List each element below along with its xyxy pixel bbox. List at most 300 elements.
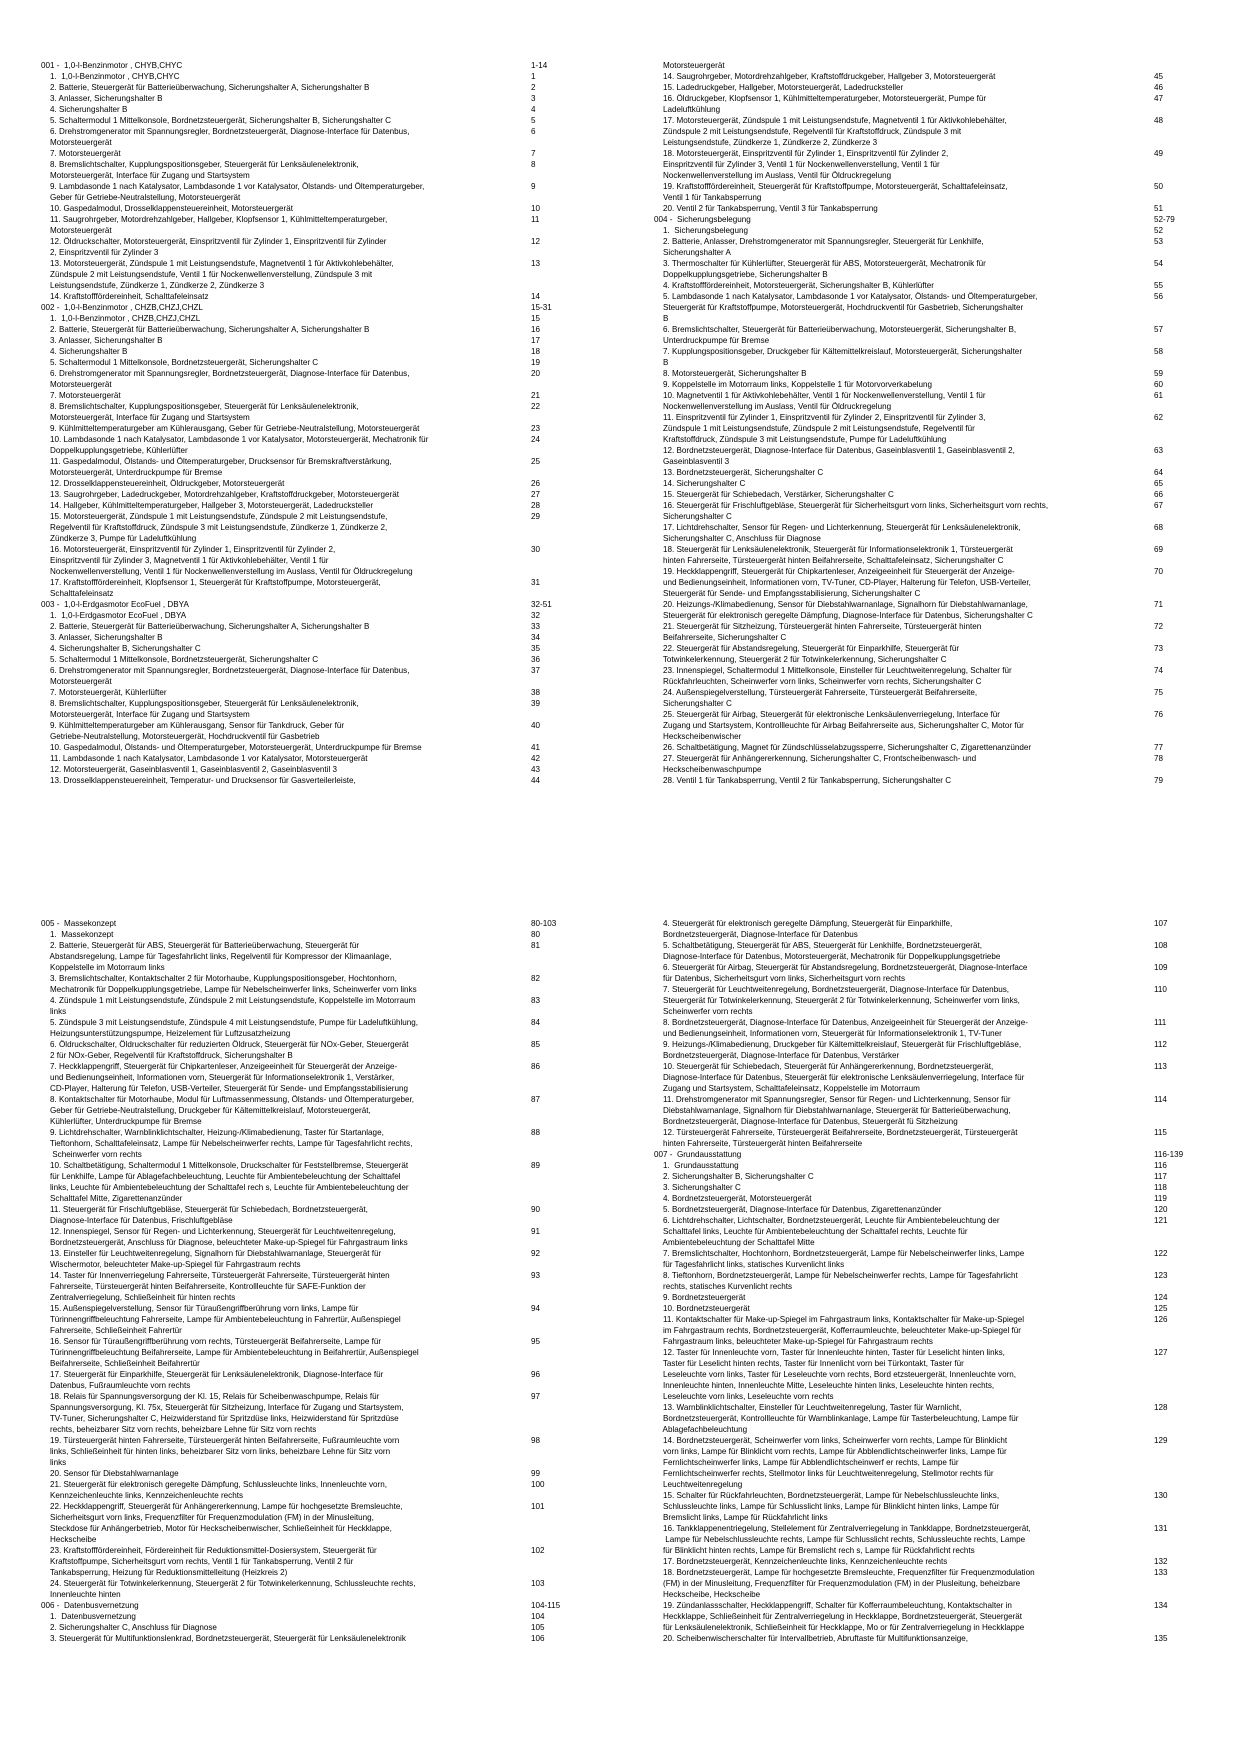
toc-entry-line: 13. Motorsteuergerät, Zündspule 1 mit Leistungsendstufe, Magnetventil 1 für Aktivkohlebehälter, [41, 259, 394, 268]
toc-entry-line: 2. Sicherungshalter C, Anschluss für Diagnose [41, 1623, 217, 1632]
toc-entry-line: Heckscheibe, Heckscheibe [654, 1590, 761, 1599]
toc-entry [654, 599, 1184, 621]
toc-entry-line: Türinnengriffbeleuchtung Beifahrerseite, Lampe für Ambientebeleuchtung in Beifahrertür, Außenspiegel [41, 1348, 419, 1357]
toc-entry [654, 445, 1184, 467]
toc-entry-line: Taster für Leselicht hinten rechts, Taster für Innenlicht vorn bei Türkontakt, Taster für [654, 1359, 964, 1368]
toc-entry [41, 1017, 601, 1039]
toc-page-number: 91 [531, 1227, 541, 1236]
toc-entry [41, 423, 601, 434]
toc-entry-line: 2. Sicherungshalter B, Sicherungshalter C [654, 1172, 814, 1181]
toc-entry-text [41, 302, 531, 313]
toc-entry-line: Sicherungshalter A [654, 248, 731, 257]
toc-entry-line: 4. Bordnetzsteuergerät, Motorsteuergerät [654, 1194, 812, 1203]
toc-entry-line: Bordnetzsteuergerät, Diagnose-Interface für Datenbus [654, 930, 858, 939]
toc-entry-line: Bordnetzsteuergerät, Diagnose-Interface für Datenbus, Steuergerät fü Sitzheizung [654, 1117, 958, 1126]
toc-entry [654, 1314, 1184, 1347]
toc-entry-line: 11. Saugrohrgeber, Motordrehzahlgeber, Hallgeber, Klopfsensor 1, Kühlmitteltemperaturgeber, [41, 215, 388, 224]
toc-entry-line: Totwinkelerkennung, Steuergerät 2 für Totwinkelerkennung, Sicherungshalter C [654, 655, 947, 664]
toc-page-number: 120 [1154, 1205, 1168, 1214]
toc-page-number: 59 [1154, 369, 1164, 378]
toc-page-number: 109 [1154, 963, 1168, 972]
toc-entry-line: 1. Sicherungsbelegung [654, 226, 749, 235]
toc-entry-text [41, 1545, 531, 1578]
toc-entry-text [654, 368, 1154, 379]
toc-entry-text [41, 1061, 531, 1094]
toc-page-number: 42 [531, 754, 541, 763]
toc-entry-line: 2. Batterie, Steuergerät für Batterieüberwachung, Sicherungshalter A, Sicherungshalter B [41, 325, 370, 334]
toc-entry-line: Zündspule 2 mit Leistungsendstufe, Regelventil für Kraftstoffdruck, Zündspule 3 mit [654, 127, 962, 136]
toc-entry-text [654, 1193, 1154, 1204]
toc-page-number: 46 [1154, 83, 1164, 92]
toc-entry-text [654, 1094, 1154, 1127]
toc-entry-line: Ambientebeleuchtung der Schalttafel Mitte [654, 1238, 815, 1247]
toc-entry-line: Zündspule 2 mit Leistungsendstufe, Ventil 1 für Nockenwellenverstellung, Zündspule 3 mit [41, 270, 373, 279]
toc-entry-line: 12. Taster für Innenleuchte vorn, Taster für Innenleuchte hinten, Taster für Leselicht hinten links, [654, 1348, 1005, 1357]
toc-entry-line: Motorsteuergerät, Interface für Zugang und Startsystem [41, 413, 250, 422]
toc-entry-text [41, 258, 531, 291]
toc-entry-text [41, 1226, 531, 1248]
toc-entry-text [654, 1204, 1154, 1215]
toc-entry-line: 3. Anlasser, Sicherungshalter B [41, 633, 163, 642]
toc-page-number: 78 [1154, 754, 1164, 763]
toc-entry-text [41, 1391, 531, 1435]
toc-entry-line: 3. Sicherungshalter C [654, 1183, 741, 1192]
toc-entry-text [41, 643, 531, 654]
toc-entry-text [654, 225, 1154, 236]
toc-entry-text [41, 1039, 531, 1061]
toc-entry [41, 1039, 601, 1061]
toc-entry-line: 18. Relais für Spannungsversorgung der Kl. 15, Relais für Scheibenwaschpumpe, Relais für [41, 1392, 380, 1401]
toc-entry [41, 577, 601, 599]
toc-entry-line: Leistungsendstufe, Zündkerze 1, Zündkerze 2, Zündkerze 3 [41, 281, 265, 290]
toc-page-number: 2 [531, 83, 536, 92]
toc-entry-line: Nockenwellenverstellung im Auslass, Ventil für Öldruckregelung [654, 171, 892, 180]
toc-entry-line: Lampe für Nebelschlussleuchte rechts, Lampe für Schlusslicht rechts, Schlussleuchte rechts, Lampe [654, 1535, 1026, 1544]
toc-entry [654, 1402, 1184, 1435]
toc-entry-text [41, 313, 531, 324]
toc-entry-line: 15. Schalter für Rückfahrleuchten, Bordnetzsteuergerät, Lampe für Nebelschlussleuchte links, [654, 1491, 1000, 1500]
toc-entry [654, 1600, 1184, 1633]
toc-page-number: 123 [1154, 1271, 1168, 1280]
toc-entry-text [654, 115, 1154, 148]
toc-entry-text [41, 423, 531, 434]
toc-entry-text [654, 390, 1154, 412]
toc-entry-line: Scheinwerfer vorn rechts [654, 1007, 753, 1016]
toc-entry-line: 3. Anlasser, Sicherungshalter B [41, 94, 163, 103]
toc-entry-line: Koppelstelle im Motorraum links [41, 963, 165, 972]
toc-entry-text [41, 1094, 531, 1127]
toc-page-number: 70 [1154, 567, 1164, 576]
toc-entry-line: 11. Drehstromgenerator mit Spannungsregler, Sensor für Regen- und Lichterkennung, Sensor für [654, 1095, 1011, 1104]
toc-entry-text [654, 1039, 1154, 1061]
toc-entry-line: Motorsteuergerät, Unterdruckpumpe für Bremse [41, 468, 223, 477]
toc-entry-line: Geber für Getriebe-Neutralstellung, Druckgeber für Kältemittelkreislauf, Motorsteuergerät, [41, 1106, 371, 1115]
toc-page-number: 18 [531, 347, 541, 356]
toc-entry [41, 1248, 601, 1270]
toc-page-number: 73 [1154, 644, 1164, 653]
toc-entry [654, 1017, 1184, 1039]
toc-entry-line: 9. Lichtdrehschalter, Warnblinklichtschalter, Heizung-/Klimabedienung, Taster für Startanlage, [41, 1128, 384, 1137]
toc-entry [41, 544, 601, 577]
toc-entry-text [41, 335, 531, 346]
toc-page-number: 43 [531, 765, 541, 774]
toc-entry [654, 225, 1184, 236]
toc-entry-text [654, 962, 1154, 984]
toc-entry-line: rechts, statisches Kurvenlicht rechts [654, 1282, 793, 1291]
toc-entry-text [41, 71, 531, 82]
toc-entry-text [654, 775, 1154, 786]
toc-section-heading [41, 1600, 601, 1611]
toc-entry-line: Fernlichtscheinwerfer links, Lampe für Abblendlichtscheinwerf er rechts, Lampe für [654, 1458, 959, 1467]
toc-page-number: 114 [1154, 1095, 1167, 1104]
toc-entry [41, 775, 601, 786]
toc-entry-text [654, 1490, 1154, 1523]
toc-entry-line: 3. Anlasser, Sicherungshalter B [41, 336, 163, 345]
toc-entry-text [41, 82, 531, 93]
toc-entry [654, 181, 1184, 203]
toc-entry-text [41, 1622, 531, 1633]
toc-entry-line: 28. Ventil 1 für Tankabsperrung, Ventil 2 für Tankabsperrung, Sicherungshalter C [654, 776, 952, 785]
toc-entry-text [41, 456, 531, 478]
toc-entry-line: Leseleuchte vorn links, Leseleuchte vorn rechts [654, 1392, 834, 1401]
toc-page-number: 31 [531, 578, 541, 587]
toc-entry-text [654, 379, 1154, 390]
toc-entry [41, 764, 601, 775]
toc-page-number: 98 [531, 1436, 541, 1445]
toc-entry-text [654, 1215, 1154, 1248]
toc-entry [654, 115, 1184, 148]
toc-entry-line: Ventil 1 für Tankabsperrung [654, 193, 762, 202]
toc-entry-text [41, 1204, 531, 1226]
toc-page-number: 12 [531, 237, 541, 246]
toc-entry-text [654, 1600, 1154, 1633]
toc-page-number: 11 [531, 215, 540, 224]
toc-column-top-right [654, 60, 1184, 786]
toc-page-number: 16 [531, 325, 541, 334]
toc-entry [654, 148, 1184, 181]
toc-entry-line: 15. Ladedruckgeber, Hallgeber, Motorsteuergerät, Ladedrucksteller [654, 83, 904, 92]
toc-entry-text [41, 236, 531, 258]
toc-entry-text [654, 1556, 1154, 1567]
toc-entry-text [654, 82, 1154, 93]
toc-entry-line: 10. Magnetventil 1 für Aktivkohlebehälter, Ventil 1 für Nockenwellenverstellung, Ventil 1 für [654, 391, 986, 400]
toc-entry-line: 12. Motorsteuergerät, Gaseinblasventil 1, Gaseinblasventil 2, Gaseinblasventil 3 [41, 765, 338, 774]
toc-page-number: 33 [531, 622, 541, 631]
toc-entry [654, 643, 1184, 665]
toc-page-number: 101 [531, 1502, 545, 1511]
toc-entry [654, 1039, 1184, 1061]
toc-entry [654, 1248, 1184, 1270]
toc-entry [654, 1193, 1184, 1204]
toc-page-number: 96 [531, 1370, 541, 1379]
toc-entry-line: Kraftstoffpumpe, Sicherheitsgurt vorn rechts, Ventil 1 für Tankabsperrung, Ventil 2 für [41, 1557, 354, 1566]
toc-entry-line: links [41, 1458, 67, 1467]
toc-entry-line: 5. Schaltermodul 1 Mittelkonsole, Bordnetzsteuergerät, Sicherungshalter C [41, 655, 319, 664]
toc-entry [41, 324, 601, 335]
toc-entry-text [41, 632, 531, 643]
toc-page-number: 79 [1154, 776, 1164, 785]
toc-entry-line: Zündspule 1 mit Leistungsendstufe, Zündspule 2 mit Leistungsendstufe, Regelventil für [654, 424, 975, 433]
toc-page-number: 125 [1154, 1304, 1168, 1313]
toc-entry-line: Datenbus, Fußraumleuchte vorn rechts [41, 1381, 191, 1390]
toc-page-number: 104 [531, 1612, 545, 1621]
toc-entry [654, 1127, 1184, 1149]
toc-page-number: 118 [1154, 1183, 1167, 1192]
toc-entry [41, 1468, 601, 1479]
toc-entry [41, 214, 601, 236]
toc-entry-line: Ablagefachbeleuchtung [654, 1425, 748, 1434]
toc-entry [654, 379, 1184, 390]
toc-page-number: 67 [1154, 501, 1164, 510]
toc-entry-line: Motorsteuergerät [654, 61, 725, 70]
toc-entry-line: Leuchtweitenregelung [654, 1480, 743, 1489]
toc-entry-text [654, 1061, 1154, 1094]
toc-entry [654, 1633, 1184, 1644]
toc-entry-line: und Bedienungseinheit, Informationen vorn, Steuergerät für Informationselektronik 1, Verstärker, [41, 1073, 395, 1082]
toc-page-number: 84 [531, 1018, 541, 1027]
toc-page-number: 130 [1154, 1491, 1168, 1500]
toc-entry [654, 1347, 1184, 1402]
toc-page-number: 116 [1154, 1161, 1167, 1170]
toc-entry-line: 2 für NOx-Geber, Regelventil für Kraftstoffdruck, Sicherungshalter B [41, 1051, 293, 1060]
toc-entry-line: 24. Außenspiegelverstellung, Türsteuergerät Fahrerseite, Türsteuergerät Beifahrerseite, [654, 688, 978, 697]
toc-entry-text [41, 753, 531, 764]
toc-entry-text [654, 1633, 1154, 1644]
toc-entry-line: 7. Bremslichtschalter, Hochtonhorn, Bordnetzsteuergerät, Lampe für Nebelscheinwerfer links, Lampe [654, 1249, 1025, 1258]
toc-entry [41, 1369, 601, 1391]
toc-entry-line: hinten Fahrerseite, Türsteuergerät hinten Beifahrerseite [654, 1139, 863, 1148]
toc-entry [654, 753, 1184, 775]
toc-entry-text [41, 60, 531, 71]
toc-entry-line: 10. Gaspedalmodul, Ölstands- und Öltemperaturgeber, Motorsteuergerät, Unterdruckpumpe für Bremse [41, 743, 422, 752]
toc-entry-text [654, 1160, 1154, 1171]
toc-entry [41, 643, 601, 654]
toc-page-number: 134 [1154, 1601, 1168, 1610]
toc-entry-line: Motorsteuergerät [41, 138, 112, 147]
toc-entry-line: 10. Steuergerät für Schiebedach, Steuergerät für Anhängererkennung, Bordnetzsteuergerät, [654, 1062, 994, 1071]
toc-entry-line: 7. Motorsteuergerät, Kühlerlüfter [41, 688, 167, 697]
toc-entry-text [41, 489, 531, 500]
toc-entry-text [41, 434, 531, 456]
toc-entry-text [41, 390, 531, 401]
toc-entry [41, 632, 601, 643]
toc-entry-line: Steckdose für Anhängerbetrieb, Motor für Heckscheibenwischer, Schließeinheit für Heckklappe, [41, 1524, 392, 1533]
toc-entry-line: 12. Innenspiegel, Sensor für Regen- und Lichterkennung, Steuergerät für Leuchtweitenregelung, [41, 1227, 396, 1236]
toc-entry-line: Wischermotor, beleuchteter Make-up-Spiegel für Fahrgastraum rechts [41, 1260, 301, 1269]
toc-entry-text [41, 1303, 531, 1336]
toc-entry-line: 16. Sensor für Türaußengriffberührung vorn rechts, Türsteuergerät Beifahrerseite, Lampe für [41, 1337, 382, 1346]
toc-page-number: 62 [1154, 413, 1164, 422]
toc-page-number: 53 [1154, 237, 1164, 246]
toc-page-number: 49 [1154, 149, 1164, 158]
toc-entry-line: Diagnose-Interface für Datenbus, Frischluftgebläse [41, 1216, 233, 1225]
toc-page-number: 52-79 [1154, 215, 1175, 224]
toc-entry-text [654, 643, 1154, 665]
toc-entry-line: 1. Datenbusvernetzung [41, 1612, 136, 1621]
toc-entry [654, 368, 1184, 379]
toc-entry-line: Fahrgastraum links, beleuchteter Make-up-Spiegel für Fahrgastraum rechts [654, 1337, 933, 1346]
toc-entry-line: 8. Bremslichtschalter, Kupplungspositionsgeber, Steuergerät für Lenksäulenelektronik, [41, 699, 359, 708]
toc-entry-line: Schalttafel Mitte, Zigarettenanzünder [41, 1194, 183, 1203]
toc-entry-line: hinten Fahrerseite, Türsteuergerät hinten Beifahrerseite, Schalttafeleinsatz, Sicherungshalter C [654, 556, 1004, 565]
toc-entry-line: Zentralverriegelung, Schließeinheit für hinten rechts [41, 1293, 236, 1302]
toc-page-number: 32 [531, 611, 541, 620]
toc-page-number: 50 [1154, 182, 1164, 191]
toc-entry-line: Beifahrerseite, Schließeinheit Beifahrertür [41, 1359, 200, 1368]
toc-entry-line: Steuergerät für Kraftstoffpumpe, Motorsteuergerät, Hochdruckventil für Gasbetrieb, Sicherungshalter [654, 303, 1024, 312]
toc-entry-line: 7. Kupplungspositionsgeber, Druckgeber für Kältemittelkreislauf, Motorsteuergerät, Sicherungshalter [654, 347, 1023, 356]
toc-entry-line: Sicherungshalter C, Anschluss für Diagnose [654, 534, 821, 543]
toc-entry-line: 001 - 1,0-l-Benzinmotor , CHYB,CHYC [41, 61, 183, 70]
toc-entry-line: 14. Taster für Innenverriegelung Fahrerseite, Türsteuergerät Fahrerseite, Türsteuergerät hinten [41, 1271, 390, 1280]
toc-entry [41, 1204, 601, 1226]
toc-entry-text [41, 577, 531, 599]
toc-entry [654, 1061, 1184, 1094]
toc-entry-text [41, 698, 531, 720]
toc-entry-line: Gaseinblasventil 3 [654, 457, 730, 466]
toc-entry [41, 159, 601, 181]
toc-entry-line: Schlussleuchte links, Lampe für Schlusslicht links, Lampe für Blinklicht hinten links, Lampe für [654, 1502, 1000, 1511]
toc-column-bottom-left [41, 918, 601, 1644]
toc-entry [654, 500, 1184, 522]
toc-entry-line: 5. Lambdasonde 1 nach Katalysator, Lambdasonde 1 vor Katalysator, Ölstands- und Öltemperaturgeber, [654, 292, 1038, 301]
toc-page-number: 55 [1154, 281, 1164, 290]
toc-entry-line: 6. Drehstromgenerator mit Spannungsregler, Bordnetzsteuergerät, Diagnose-Interface für Datenbus, [41, 666, 410, 675]
toc-entry [654, 82, 1184, 93]
toc-entry-line: und Bedienungseinheit, Informationen vorn, Steuergerät für Informationselektronik 1, TV-Tuner [654, 1029, 1002, 1038]
toc-entry-line: vorn links, Lampe für Blinklicht vorn rechts, Lampe für Abblendlichtscheinwerfer links, Lampe für [654, 1447, 1007, 1456]
toc-entry-line: Fernlichtscheinwerfer rechts, Stellmotor links für Leuchtweitenregelung, Stellmotor rechts für [654, 1469, 994, 1478]
toc-entry-line: Schalttafeleinsatz [41, 589, 114, 598]
toc-entry [654, 1523, 1184, 1556]
toc-entry [41, 1391, 601, 1435]
toc-section-heading [41, 599, 601, 610]
toc-page-number: 72 [1154, 622, 1164, 631]
toc-entry-line: 15. Außenspiegelverstellung, Sensor für Türaußengriffberührung vorn links, Lampe für [41, 1304, 359, 1313]
toc-page-number: 112 [1154, 1040, 1167, 1049]
toc-page-number: 110 [1154, 985, 1167, 994]
toc-entry-text [41, 610, 531, 621]
toc-entry-line: 9. Bordnetzsteuergerät [654, 1293, 746, 1302]
toc-entry-line: 22. Steuergerät für Abstandsregelung, Steuergerät für Einparkhilfe, Steuergerät für [654, 644, 960, 653]
toc-entry-line: Sicherungshalter C [654, 699, 732, 708]
toc-entry [41, 104, 601, 115]
toc-entry [654, 1204, 1184, 1215]
toc-entry-line: 17. Motorsteuergerät, Zündspule 1 mit Leistungsendstufe, Magnetventil 1 für Aktivkohlebehälter, [654, 116, 1007, 125]
toc-entry-line: 23. Kraftstofffördereinheit, Fördereinheit für Reduktionsmittel-Dosiersystem, Steuergerät für [41, 1546, 377, 1555]
toc-entry-line: Tankabsperrung, Heizung für Reduktionsmittelleitung (Heizkreis 2) [41, 1568, 288, 1577]
toc-entry [41, 181, 601, 203]
toc-page-number: 20 [531, 369, 541, 378]
toc-page-number: 58 [1154, 347, 1164, 356]
toc-entry-line: 8. Bordnetzsteuergerät, Diagnose-Interface für Datenbus, Anzeigeeinheit für Steuergerät der Anzeige- [654, 1018, 1028, 1027]
toc-entry-line: 5. Bordnetzsteuergerät, Diagnose-Interface für Datenbus, Zigarettenanzünder [654, 1205, 942, 1214]
toc-entry-text [654, 280, 1154, 291]
toc-entry [41, 335, 601, 346]
toc-entry [654, 621, 1184, 643]
toc-entry-line: 1. 1,0-l-Erdgasmotor EcoFuel , DBYA [41, 611, 187, 620]
toc-entry-line: Nockenwellenverstellung im Auslass, Ventil für Öldruckregelung [654, 402, 892, 411]
toc-entry-text [654, 148, 1154, 181]
toc-entry-line: B [654, 314, 669, 323]
toc-entry-text [654, 621, 1154, 643]
toc-entry [654, 258, 1184, 280]
toc-entry-line: für Blinklicht hinten rechts, Lampe für Bremslicht rech s, Lampe für Rückfahrlicht rechts [654, 1546, 975, 1555]
toc-entry-text [654, 1435, 1154, 1490]
toc-entry-line: Heizungsunterstützungspumpe, Heizelement für Luftzusatzheizung [41, 1029, 291, 1038]
toc-page-number: 4 [531, 105, 536, 114]
toc-entry-text [654, 742, 1154, 753]
toc-entry [654, 71, 1184, 82]
toc-page-number: 38 [531, 688, 541, 697]
toc-page-number: 124 [1154, 1293, 1168, 1302]
toc-section-heading [41, 60, 601, 71]
toc-page-number: 48 [1154, 116, 1164, 125]
toc-entry-text [654, 1292, 1154, 1303]
toc-page-number: 77 [1154, 743, 1164, 752]
toc-page-number: 30 [531, 545, 541, 554]
toc-entry-line: Motorsteuergerät, Interface für Zugang und Startsystem [41, 710, 250, 719]
toc-page-number: 104-115 [531, 1601, 561, 1610]
toc-entry-text [654, 60, 1154, 71]
toc-entry-line: links, Schließeinheit für hinten links, beheizbarer Sitz vorn links, beheizbare Lehne für Sitz vorn [41, 1447, 391, 1456]
toc-entry-line: 4. Sicherungshalter B, Sicherungshalter C [41, 644, 201, 653]
toc-entry-text [654, 500, 1154, 522]
toc-page-number: 41 [531, 743, 541, 752]
toc-page-number: 80-103 [531, 919, 557, 928]
toc-entry-line: 14. Saugrohrgeber, Motordrehzahlgeber, Kraftstoffdruckgeber, Hallgeber 3, Motorsteuergerät [654, 72, 996, 81]
toc-entry [41, 698, 601, 720]
toc-entry-line: Motorsteuergerät [41, 380, 112, 389]
toc-entry-line: 11. Einspritzventil für Zylinder 1, Einspritzventil für Zylinder 2, Einspritzventil für Zylinder 3, [654, 413, 986, 422]
toc-page-number: 87 [531, 1095, 541, 1104]
toc-page-number: 76 [1154, 710, 1164, 719]
toc-entry-line: Mechatronik für Doppelkupplungsgetriebe, Lampe für Nebelscheinwerfer links, Scheinwerfer vorn links [41, 985, 417, 994]
toc-entry [654, 544, 1184, 566]
toc-entry [654, 280, 1184, 291]
toc-entry-text [41, 544, 531, 577]
toc-entry-line: Innenleuchte hinten [41, 1590, 121, 1599]
toc-page-number: 17 [531, 336, 541, 345]
toc-entry [654, 1270, 1184, 1292]
toc-page-number: 81 [531, 941, 541, 950]
toc-entry-line: 12. Drosselklappensteuereinheit, Öldruckgeber, Motorsteuergerät [41, 479, 285, 488]
toc-page-number: 93 [531, 1271, 541, 1280]
toc-entry [41, 71, 601, 82]
toc-entry-line: 15. Motorsteuergerät, Zündspule 1 mit Leistungsendstufe, Zündspule 2 mit Leistungsendstufe, [41, 512, 388, 521]
toc-entry-line: Heckklappe, Schließeinheit für Zentralverriegelung in Heckklappe, Bordnetzsteuergerät, Steuergerät [654, 1612, 1023, 1621]
toc-entry [41, 82, 601, 93]
toc-entry-line: für Tagesfahrlicht links, statisches Kurvenlicht links [654, 1260, 845, 1269]
toc-entry-line: 10. Schaltbetätigung, Schaltermodul 1 Mittelkonsole, Druckschalter für Feststellbremse, Steuergerät [41, 1161, 409, 1170]
toc-entry-text [654, 203, 1154, 214]
toc-page-number: 68 [1154, 523, 1164, 532]
toc-entry-text [41, 665, 531, 687]
toc-entry-text [654, 1567, 1154, 1600]
toc-entry-text [41, 1435, 531, 1468]
toc-page-number: 92 [531, 1249, 541, 1258]
toc-entry [654, 522, 1184, 544]
toc-entry-text [41, 1501, 531, 1545]
toc-page-number: 89 [531, 1161, 541, 1170]
toc-page-number: 36 [531, 655, 541, 664]
toc-entry-text [654, 236, 1154, 258]
toc-page-number: 65 [1154, 479, 1164, 488]
toc-entry [654, 687, 1184, 709]
toc-entry [41, 1160, 601, 1204]
toc-entry-line: Bordnetzsteuergerät, Diagnose-Interface für Datenbus, Verstärker [654, 1051, 900, 1060]
toc-entry-text [654, 1127, 1154, 1149]
